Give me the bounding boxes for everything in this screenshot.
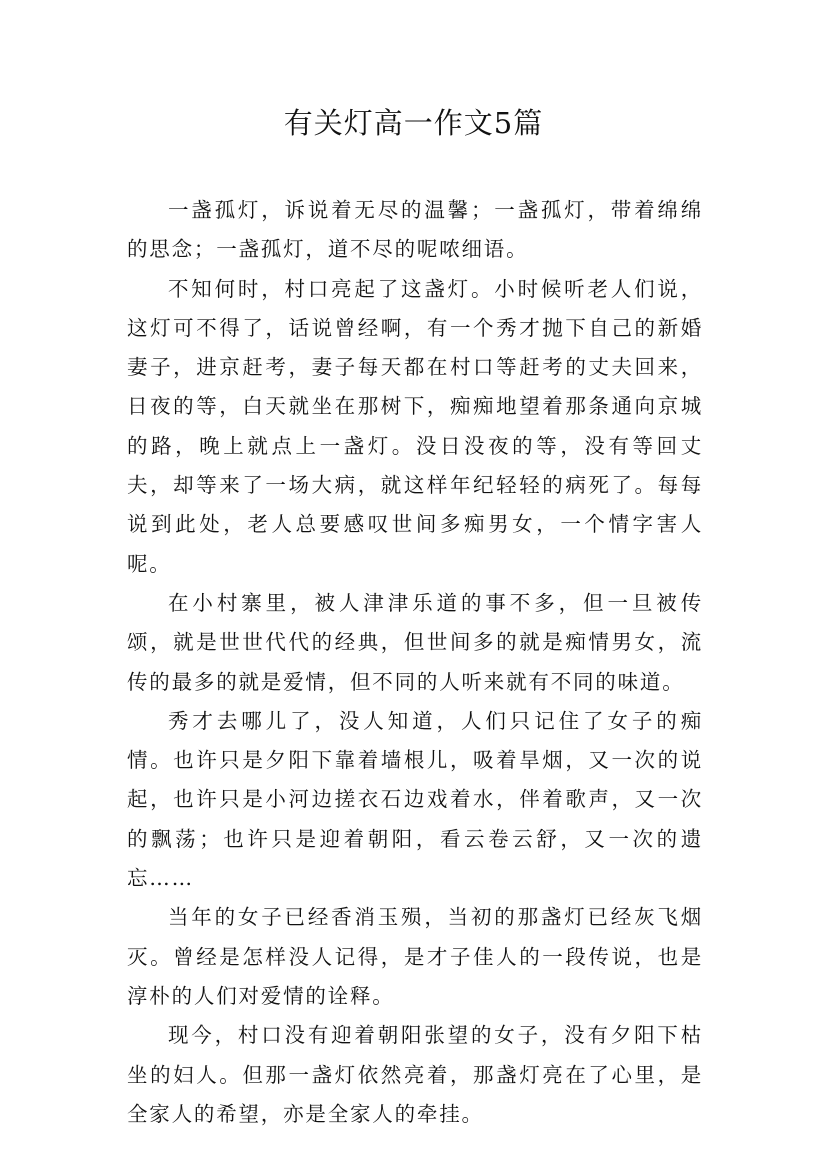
paragraph-6: 现今，村口没有迎着朝阳张望的女子，没有夕阳下枯坐的妇人。但那一盏灯依然亮着，那盏灯亮在了心里，是全家人的希望，亦是全家人的牵挂。 — [127, 1023, 703, 1126]
paragraph-5: 当年的女子已经香消玉殒，当初的那盏灯已经灰飞烟灭。曾经是怎样没人记得，是才子佳人的一段传说，也是淳朴的人们对爱情的诠释。 — [127, 905, 703, 1008]
paragraph-3: 在小村寨里，被人津津乐道的事不多，但一旦被传颂，就是世世代代的经典，但世间多的就是痴情男女，流传的最多的就是爱情，但不同的人听来就有不同的味道。 — [127, 590, 703, 694]
paragraph-2: 不知何时，村口亮起了这盏灯。小时候听老人们说，这灯可不得了，话说曾经啊，有一个秀才抛下自己的新婚妻子，进京赶考，妻子每天都在村口等赶考的丈夫回来，日夜的等，白天就坐在那树下，痴痴地望着那条通向京城的路，晚上就点上一盏灯。没日没夜的等，没有等回丈夫，却等来了一场大病，就这样年纪轻轻的病死了。每每说到此处，老人总要感叹世间多痴男女，一个情字害人呢。 — [127, 276, 703, 576]
paragraph-1: 一盏孤灯，诉说着无尽的温馨；一盏孤灯，带着绵绵的思念；一盏孤灯，道不尽的呢哝细语。 — [127, 198, 703, 262]
document-title: 有关灯高一作文5篇 — [283, 106, 544, 140]
document-body — [127, 191, 703, 1134]
paragraph-4: 秀才去哪儿了，没人知道，人们只记住了女子的痴情。也许只是夕阳下靠着墙根儿，吸着旱烟，又一次的说起，也许只是小河边搓衣石边戏着水，伴着歌声，又一次的飘荡；也许只是迎着朝阳，看云卷云舒，又一次的遗忘…… — [127, 708, 703, 891]
